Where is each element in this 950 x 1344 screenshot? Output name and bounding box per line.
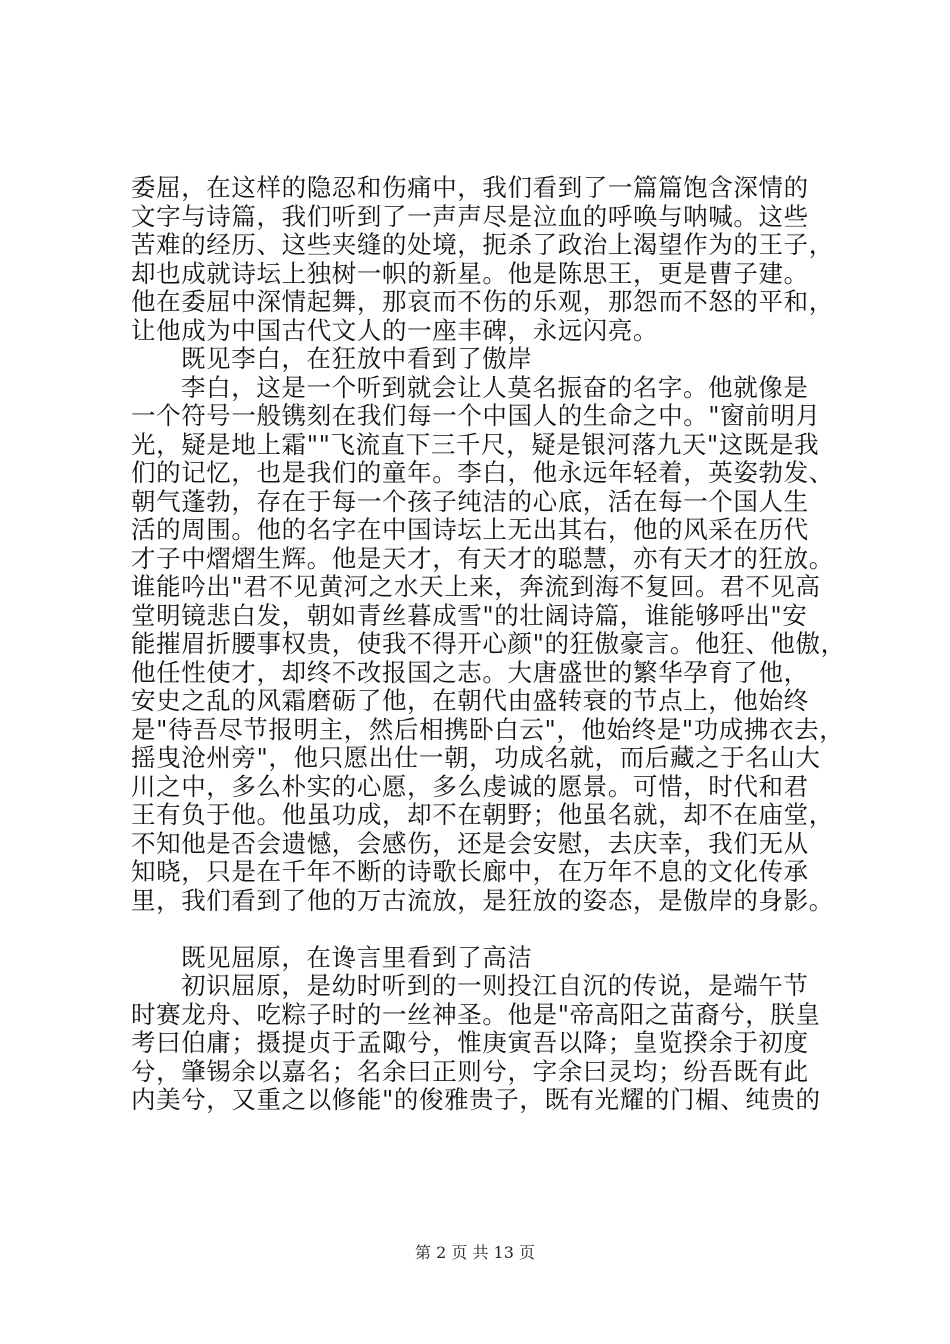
text-line: 时赛龙舟、吃粽子时的一丝神圣。他是"帝高阳之苗裔兮，朕皇	[131, 999, 821, 1029]
text-line: 活的周围。他的名字在中国诗坛上无出其右，他的风采在历代	[131, 515, 809, 544]
text-line: 里，我们看到了他的万古流放，是狂放的姿态，是傲岸的身影。	[131, 885, 834, 915]
text-line: 初识屈原，是幼时听到的一则投江自沉的传说，是端午节	[181, 971, 809, 1000]
text-line: 们的记忆，也是我们的童年。李白，他永远年轻着，英姿勃发、	[131, 458, 834, 487]
section-heading-li-bai: 既见李白，在狂放中看到了傲岸	[181, 344, 533, 373]
text-line: 是"待吾尽节报明主，然后相携卧白云"，他始终是"功成拂衣去，	[131, 714, 845, 744]
text-line: 内美兮，又重之以修能"的俊雅贵子，既有光耀的门楣、纯贵的	[131, 1085, 821, 1114]
text-line: 王有负于他。他虽功成，却不在朝野；他虽名就，却不在庙堂，	[131, 800, 834, 829]
text-line: 川之中，多么朴实的心愿，多么虔诚的愿景。可惜，时代和君	[131, 771, 809, 801]
paragraph-cao-zhi	[131, 173, 834, 345]
text-line: 摇曳沧州旁"，他只愿出仕一朝，功成名就，而后藏之于名山大	[131, 743, 821, 772]
text-line: 安史之乱的风霜磨砺了他，在朝代由盛转衰的节点上，他始终	[131, 686, 809, 715]
text-line: 他任性使才，却终不改报国之志。大唐盛世的繁华孕育了他，	[131, 657, 809, 687]
text-line: 光，疑是地上霜""飞流直下三千尺，疑是银河落九天"这既是我	[131, 429, 820, 459]
text-line: 兮，肇锡余以嘉名；名余曰正则兮，字余曰灵均；纷吾既有此	[131, 1056, 809, 1086]
paragraph-li-bai	[131, 372, 846, 916]
document-body	[131, 173, 846, 1115]
text-line: 堂明镜悲白发，朝如青丝暮成雪"的壮阔诗篇，谁能够呼出"安	[131, 600, 808, 630]
text-line: 文字与诗篇，我们听到了一声声尽是泣血的呼唤与呐喊。这些	[131, 201, 809, 231]
text-line: 不知他是否会遗憾，会感伤，还是会安慰，去庆幸，我们无从	[131, 828, 809, 858]
section-heading-qu-yuan: 既见屈原，在谗言里看到了高洁	[181, 942, 533, 972]
text-line: 知晓，只是在千年不断的诗歌长廊中，在万年不息的文化传承	[131, 857, 809, 886]
text-line: 让他成为中国古代文人的一座丰碑，永远闪亮。	[131, 315, 659, 345]
paragraph-qu-yuan	[131, 972, 831, 1115]
paragraph-spacer	[131, 915, 831, 944]
text-line: 李白，这是一个听到就会让人莫名振奋的名字。他就像是	[181, 372, 809, 402]
text-line: 一个符号一般镌刻在我们每一个中国人的生命之中。"窗前明月	[131, 401, 821, 430]
text-line: 谁能吟出"君不见黄河之水天上来，奔流到海不复回。君不见高	[131, 572, 821, 601]
text-line: 才子中熠熠生辉。他是天才，有天才的聪慧，亦有天才的狂放。	[131, 543, 834, 573]
text-line: 朝气蓬勃，存在于每一个孩子纯洁的心底，活在每一个国人生	[131, 486, 809, 516]
page-number-footer: 第 2 页 共 13 页	[415, 1243, 535, 1262]
text-line: 能摧眉折腰事权贵，使我不得开心颜"的狂傲豪言。他狂、他傲，	[131, 629, 846, 658]
text-line: 苦难的经历、这些夹缝的处境，扼杀了政治上渴望作为的王子，	[131, 230, 834, 259]
text-line: 委屈，在这样的隐忍和伤痛中，我们看到了一篇篇饱含深情的	[131, 173, 809, 202]
text-line: 却也成就诗坛上独树一帜的新星。他是陈思王，更是曹子建。	[131, 258, 809, 288]
text-line: 他在委屈中深情起舞，那哀而不伤的乐观，那怨而不怒的平和，	[131, 287, 834, 316]
text-line: 考曰伯庸；摄提贞于孟陬兮，惟庚寅吾以降；皇览揆余于初度	[131, 1028, 809, 1057]
